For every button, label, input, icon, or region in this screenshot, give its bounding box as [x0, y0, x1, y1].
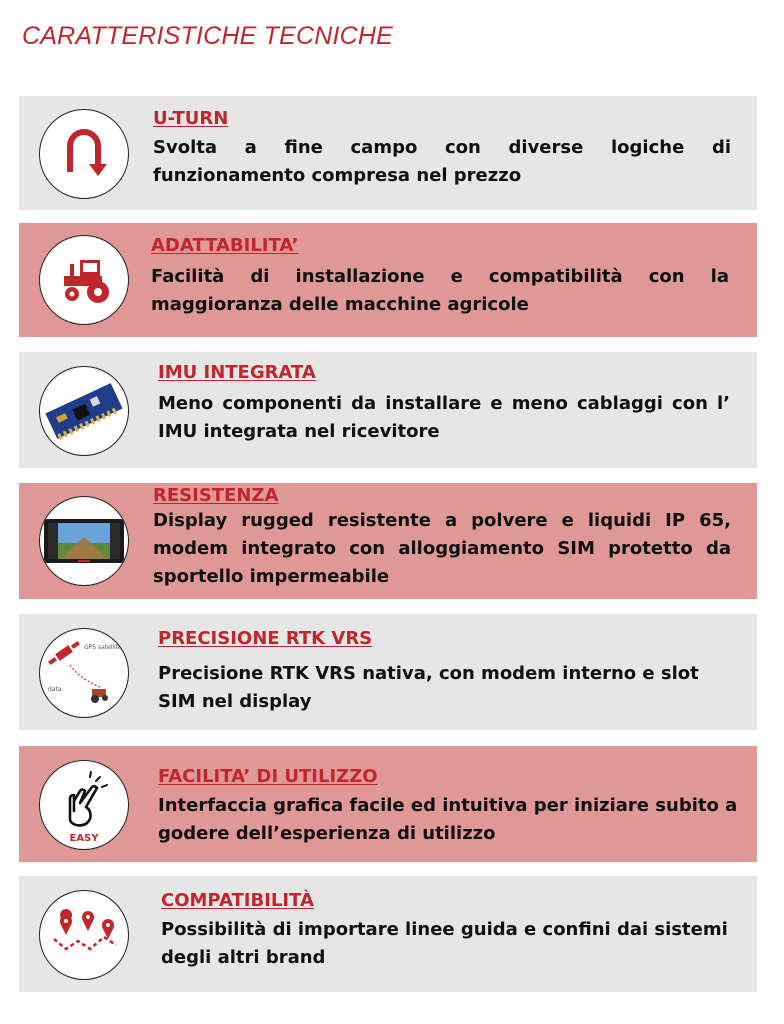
feature-panel-resistenza: [19, 483, 757, 599]
feature-heading: IMU INTEGRATA: [158, 362, 316, 383]
icon-label-data: data: [48, 686, 62, 693]
icon-label-easy: EASY: [69, 833, 99, 844]
feature-panel-facilita: [19, 746, 757, 862]
u-turn-icon: [39, 109, 129, 199]
feature-panel-u-turn: [19, 96, 757, 210]
feature-panel-adattabilita: [19, 223, 757, 337]
feature-description: Precisione RTK VRS nativa, con modem interno e slot SIM nel display: [158, 663, 699, 712]
feature-description: Facilità di installazione e compatibilità con la maggioranza delle macchine agricole: [151, 266, 729, 315]
feature-heading: COMPATIBILITÀ: [161, 890, 314, 911]
easy-hand-icon: [39, 760, 129, 850]
feature-heading: ADATTABILITA’: [151, 235, 299, 256]
feature-heading: RESISTENZA: [153, 485, 279, 506]
feature-panel-rtk: [19, 614, 757, 730]
feature-description: Meno componenti da installare e meno cablaggi con l’ IMU integrata nel ricevitore: [158, 393, 730, 442]
feature-heading: U-TURN: [153, 108, 229, 129]
display-icon: [39, 496, 129, 586]
feature-heading: PRECISIONE RTK VRS: [158, 628, 373, 649]
feature-description: Display rugged resistente a polvere e liquidi IP 65, modem integrato con alloggiamento SIM protetto da sportello impermeabile: [153, 510, 731, 587]
route-pins-icon: [39, 890, 129, 980]
feature-panel-compatibilita: [19, 876, 757, 992]
feature-description: Svolta a fine campo con diverse logiche di funzionamento compresa nel prezzo: [153, 137, 731, 186]
page-title: CARATTERISTICHE TECNICHE: [22, 22, 394, 50]
feature-description: Possibilità di importare linee guida e confini dai sistemi degli altri brand: [161, 919, 728, 968]
feature-panel-imu: [19, 352, 757, 468]
imu-board-icon: [39, 366, 129, 456]
rtk-satellite-icon: [39, 628, 129, 718]
icon-label-gps: GPS satellite: [84, 644, 122, 651]
tractor-icon: [39, 235, 129, 325]
feature-heading: FACILITA’ DI UTILIZZO: [158, 766, 378, 787]
feature-description: Interfaccia grafica facile ed intuitiva per iniziare subito a godere dell’esperienza di utilizzo: [158, 795, 738, 844]
